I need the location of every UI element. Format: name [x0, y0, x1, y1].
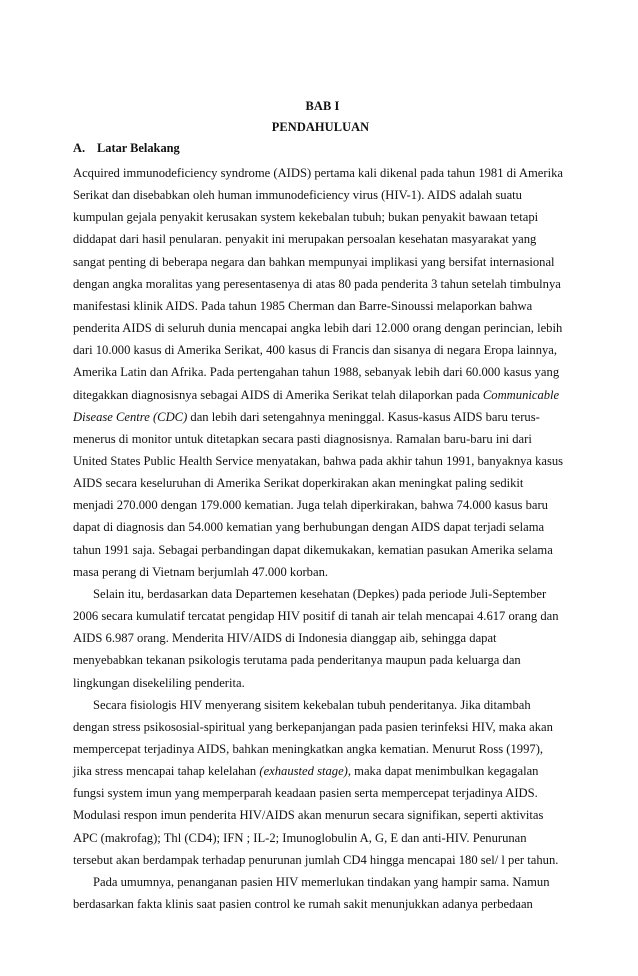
body-line: [73, 432, 563, 446]
italic-term: (exhausted stage): [259, 764, 348, 778]
text-segment: Amerika Latin dan Afrika. Pada pertengahan tahun 1988, sebanyak lebih dari 60.000 kasus yang: [73, 365, 560, 380]
text-segment: berdasarkan fakta klinis saat pasien control ke rumah sakit menunjukkan adanya perbedaan: [73, 896, 533, 911]
body-line: [73, 653, 563, 667]
text-segment: APC (makrofag); Thl (CD4); IFN ; IL-2; Imunoglobulin A, G, E dan anti-HIV. Penurunan: [73, 830, 527, 845]
text-segment: penderita AIDS di seluruh dunia mencapai angka lebih dari 12.000 orang dengan perincian, lebih: [73, 321, 563, 335]
text-segment: dengan stress psikososial-spiritual yang berkepanjangan pada pasien terinfeksi HIV, maka akan: [73, 719, 553, 734]
text-segment: Acquired immunodeficiency syndrome (AIDS) pertama kali dikenal pada tahun 1981 di Amerika: [73, 166, 563, 180]
text-segment: Pada umumnya, penanganan pasien HIV memerlukan tindakan yang hampir sama. Namun: [93, 874, 550, 889]
body-line: [73, 498, 563, 512]
body-line: [73, 321, 563, 335]
text-segment: jika stress mencapai tahap kelelahan: [73, 764, 260, 778]
body-line: [73, 166, 563, 180]
text-segment: AIDS secara keseluruhan di Amerika Serikat doperkirakan akan meningkat paling sedikit: [73, 476, 524, 491]
text-segment: Serikat dan disebabkan oleh human immunodeficiency virus (HIV-1). AIDS adalah suatu: [73, 188, 522, 203]
italic-term: Communicable: [482, 387, 560, 402]
body-line: [73, 609, 563, 623]
text-segment: Secara fisiologis HIV menyerang sisitem kekebalan tubuh penderitanya. Jika ditambah: [93, 697, 531, 712]
body-line: [73, 343, 563, 357]
body-line: [73, 255, 563, 269]
body-line: [73, 543, 563, 557]
body-line: [73, 210, 563, 224]
body-line: [73, 853, 563, 867]
body-line: [73, 786, 563, 800]
text-segment: tahun 1991 saja. Sebagai perbandingan dapat dikemukakan, kematian pasukan Amerika selama: [73, 542, 553, 557]
text-segment: dapat di diagnosis dan 54.000 kematian yang berhubungan dengan AIDS dapat terjadi selama: [73, 520, 545, 535]
body-line: [73, 454, 562, 468]
body-line: [93, 698, 563, 712]
text-segment: menyebabkan tekanan psikologis terutama pada penderitanya maupun pada keluarga dan: [73, 653, 521, 668]
body-line: [73, 520, 563, 534]
body-line: [73, 565, 563, 579]
text-segment: ditegakkan diagnosisnya sebagai AIDS di Amerika Serikat telah dilaporkan pada: [73, 387, 483, 402]
body-line: [73, 897, 563, 911]
body-line: [73, 388, 563, 402]
body-line: [73, 808, 563, 822]
text-segment: mempercepat terjadinya AIDS, bahkan meningkatkan angka kematian. Menurut Ross (1997),: [73, 741, 544, 756]
section-title: Latar Belakang: [97, 141, 180, 155]
body-line: [73, 410, 563, 424]
text-segment: AIDS 6.987 orang. Menderita HIV/AIDS di Indonesia dianggap aib, sehingga dapat: [73, 631, 497, 646]
chapter-title: PENDAHULUAN: [271, 120, 370, 134]
body-line: [73, 365, 563, 379]
body-line: [73, 720, 563, 734]
body-line: [73, 476, 563, 490]
text-segment: 2006 secara kumulatif tercatat pengidap HIV positif di tanah air telah mencapai 4.617 orang dan: [73, 609, 559, 623]
body-line: [93, 875, 563, 889]
text-segment: United States Public Health Service menyatakan, bahwa pada akhir tahun 1991, banyaknya kasus: [73, 453, 564, 468]
text-segment: sangat penting di beberapa negara dan bahkan mempunyai implikasi yang bersifat internasional: [73, 254, 555, 269]
section-number: A.: [73, 141, 86, 155]
text-segment: , maka dapat menimbulkan kegagalan: [347, 764, 539, 778]
text-segment: menerus di monitor untuk ditetapkan secara pasti diagnosisnya. Ramalan baru-baru ini dari: [73, 431, 532, 446]
text-segment: Selain itu, berdasarkan data Departemen kesehatan (Depkes) pada periode Juli-September: [93, 586, 547, 601]
text-segment: kumpulan gejala penyakit kerusakan system kekebalan tubuh; bukan penyakit bawaan tetapi: [73, 210, 539, 225]
text-segment: tersebut akan berdampak terhadap penurunan jumlah CD4 hingga mencapai 180 sel/ l per tahun.: [73, 852, 559, 867]
italic-term: Disease Centre (CDC): [73, 409, 188, 424]
text-segment: Modulasi respon imun penderita HIV/AIDS akan menurun secara signifikan, seperti aktivitas: [73, 808, 544, 823]
body-line: [73, 299, 563, 313]
text-segment: dan lebih dari setengahnya meninggal. Kasus-kasus AIDS baru terus-: [187, 409, 540, 424]
text-segment: fungsi system imun yang memperparah keadaan pasien serta mempercepat terjadinya AIDS.: [73, 786, 538, 801]
text-segment: masa perang di Vietnam berjumlah 47.000 korban.: [73, 564, 329, 579]
text-segment: dari 10.000 kasus di Amerika Serikat, 400 kasus di Francis dan sisanya di negara Eropa lainnya,: [73, 343, 558, 358]
section-heading: [73, 141, 180, 156]
body-line: [73, 676, 563, 690]
body-line: [73, 631, 563, 645]
text-segment: dengan angka moralitas yang peresentasenya di atas 80 pada penderita 3 tahun setelah timbulnya: [73, 276, 561, 291]
text-segment: lingkungan disekeliling penderita.: [73, 675, 245, 690]
text-segment: manifestasi klinik AIDS. Pada tahun 1985 Cherman dan Barre-Sinoussi melaporkan bahwa: [73, 298, 533, 313]
chapter-number: BAB I: [305, 99, 340, 113]
body-line: [73, 277, 563, 291]
text-segment: menjadi 270.000 dengan 179.000 kematian. Juga telah diperkirakan, bahwa 74.000 kasus baru: [73, 498, 548, 513]
body-line: [73, 742, 563, 756]
body-line: [93, 587, 563, 601]
body-line: [73, 764, 563, 778]
body-line: [73, 831, 563, 845]
text-segment: diddapat dari hasil penularan. penyakit ini merupakan persoalan kesehatan masyarakat yang: [73, 232, 537, 247]
body-line: [73, 232, 563, 246]
body-line: [73, 188, 563, 202]
